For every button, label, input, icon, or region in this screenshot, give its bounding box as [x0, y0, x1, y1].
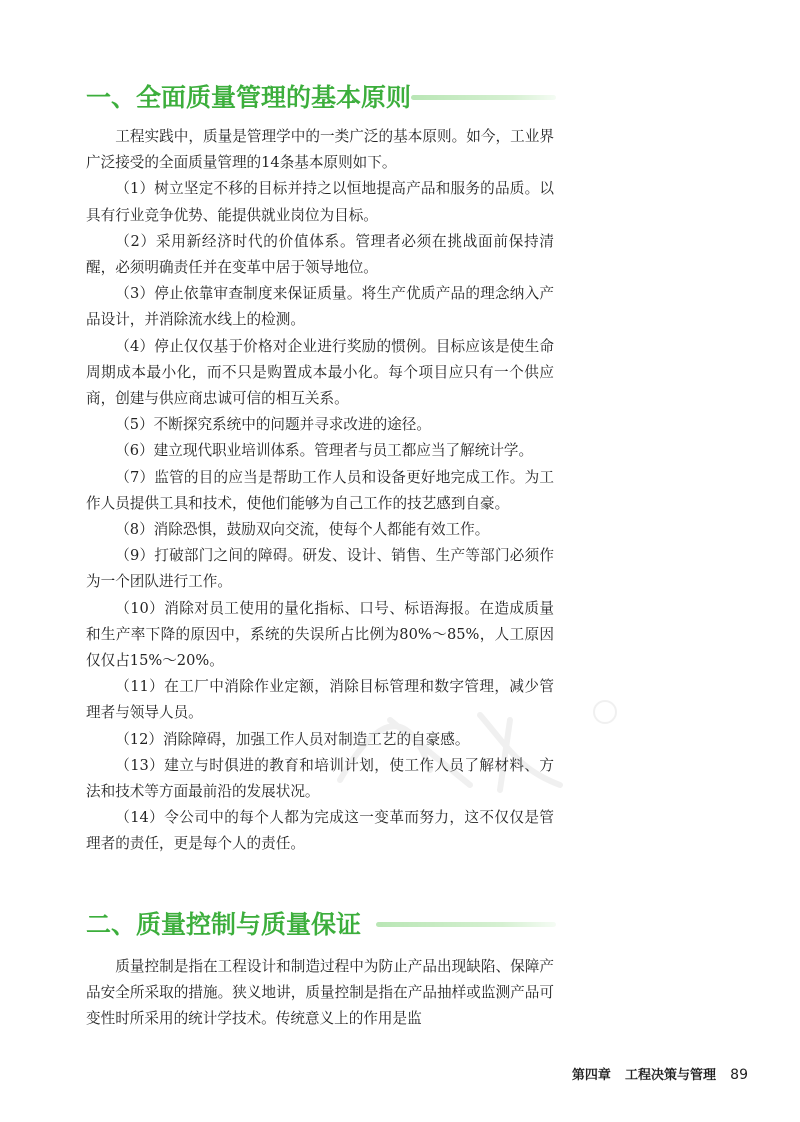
footer-chapter: 第四章	[571, 1068, 611, 1083]
heading-rule-1	[411, 95, 556, 100]
page-number: 89	[730, 1067, 748, 1083]
paragraph: （11）在工厂中消除作业定额，消除目标管理和数字管理，减少管理者与领导人员。	[86, 678, 554, 722]
paragraph: （8）消除恐惧，鼓励双向交流，使每个人都能有效工作。	[115, 521, 490, 539]
paragraph: （14）令公司中的每个人都为完成这一变革而努力，这不仅仅是管理者的责任，更是每个人的责任。	[86, 809, 554, 853]
paragraph: （10）消除对员工使用的量化指标、口号、标语海报。在造成质量和生产率下降的原因中，系统的失误所占比例为80%～85%，人工原因仅仅占15%～20%。	[86, 599, 554, 670]
paragraph: （5）不断探究系统中的问题并寻求改进的途径。	[115, 416, 431, 434]
paragraph: 工程实践中，质量是管理学中的一类广泛的基本原则。如今，工业界广泛接受的全面质量管理的14条基本原则如下。	[86, 128, 554, 172]
paragraph: （6）建立现代职业培训体系。管理者与员工都应当了解统计学。	[115, 442, 534, 460]
paragraph: （7）监管的目的应当是帮助工作人员和设备更好地完成工作。为工作人员提供工具和技术，使他们能够为自己工作的技艺感到自豪。	[86, 468, 554, 512]
heading-rule-2	[376, 922, 556, 927]
watermark-logo	[320, 690, 620, 800]
section-title-1: 一、全面质量管理的基本原则	[86, 83, 412, 112]
section-heading-1	[86, 78, 556, 118]
paragraph: （2）采用新经济时代的价值体系。管理者必须在挑战面前保持清醒，必须明确责任并在变革中居于领导地位。	[86, 232, 554, 277]
paragraph: （1）树立坚定不移的目标并持之以恒地提高产品和服务的品质。以具有行业竞争优势、能提供就业岗位为目标。	[86, 180, 554, 224]
page-footer	[572, 1064, 748, 1083]
section-body-2	[86, 954, 554, 1033]
paragraph: 质量控制是指在工程设计和制造过程中为防止产品出现缺陷、保障产品安全所采取的措施。狭义地讲，质量控制是指在产品抽样或监测产品可变性时所采用的统计学技术。传统意义上的作用是监	[86, 958, 554, 1028]
paragraph: （13）建立与时俱进的教育和培训计划，使工作人员了解材料、方法和技术等方面最前沿的发展状况。	[86, 756, 554, 801]
footer-title: 工程决策与管理	[625, 1068, 717, 1083]
paragraph: （12）消除障碍，加强工作人员对制造工艺的自豪感。	[115, 730, 470, 748]
section-title-2: 二、质量控制与质量保证	[86, 910, 362, 939]
section-heading-2	[86, 905, 556, 945]
paragraph: （3）停止依靠审查制度来保证质量。将生产优质产品的理念纳入产品设计，并消除流水线上的检测。	[86, 285, 554, 329]
paragraph: （4）停止仅仅基于价格对企业进行奖励的惯例。目标应该是使生命周期成本最小化，而不只是购置成本最小化。每个项目应只有一个供应商，创建与供应商忠诚可信的相互关系。	[86, 337, 554, 408]
paragraph: （9）打破部门之间的障碍。研发、设计、销售、生产等部门必须作为一个团队进行工作。	[86, 547, 554, 591]
